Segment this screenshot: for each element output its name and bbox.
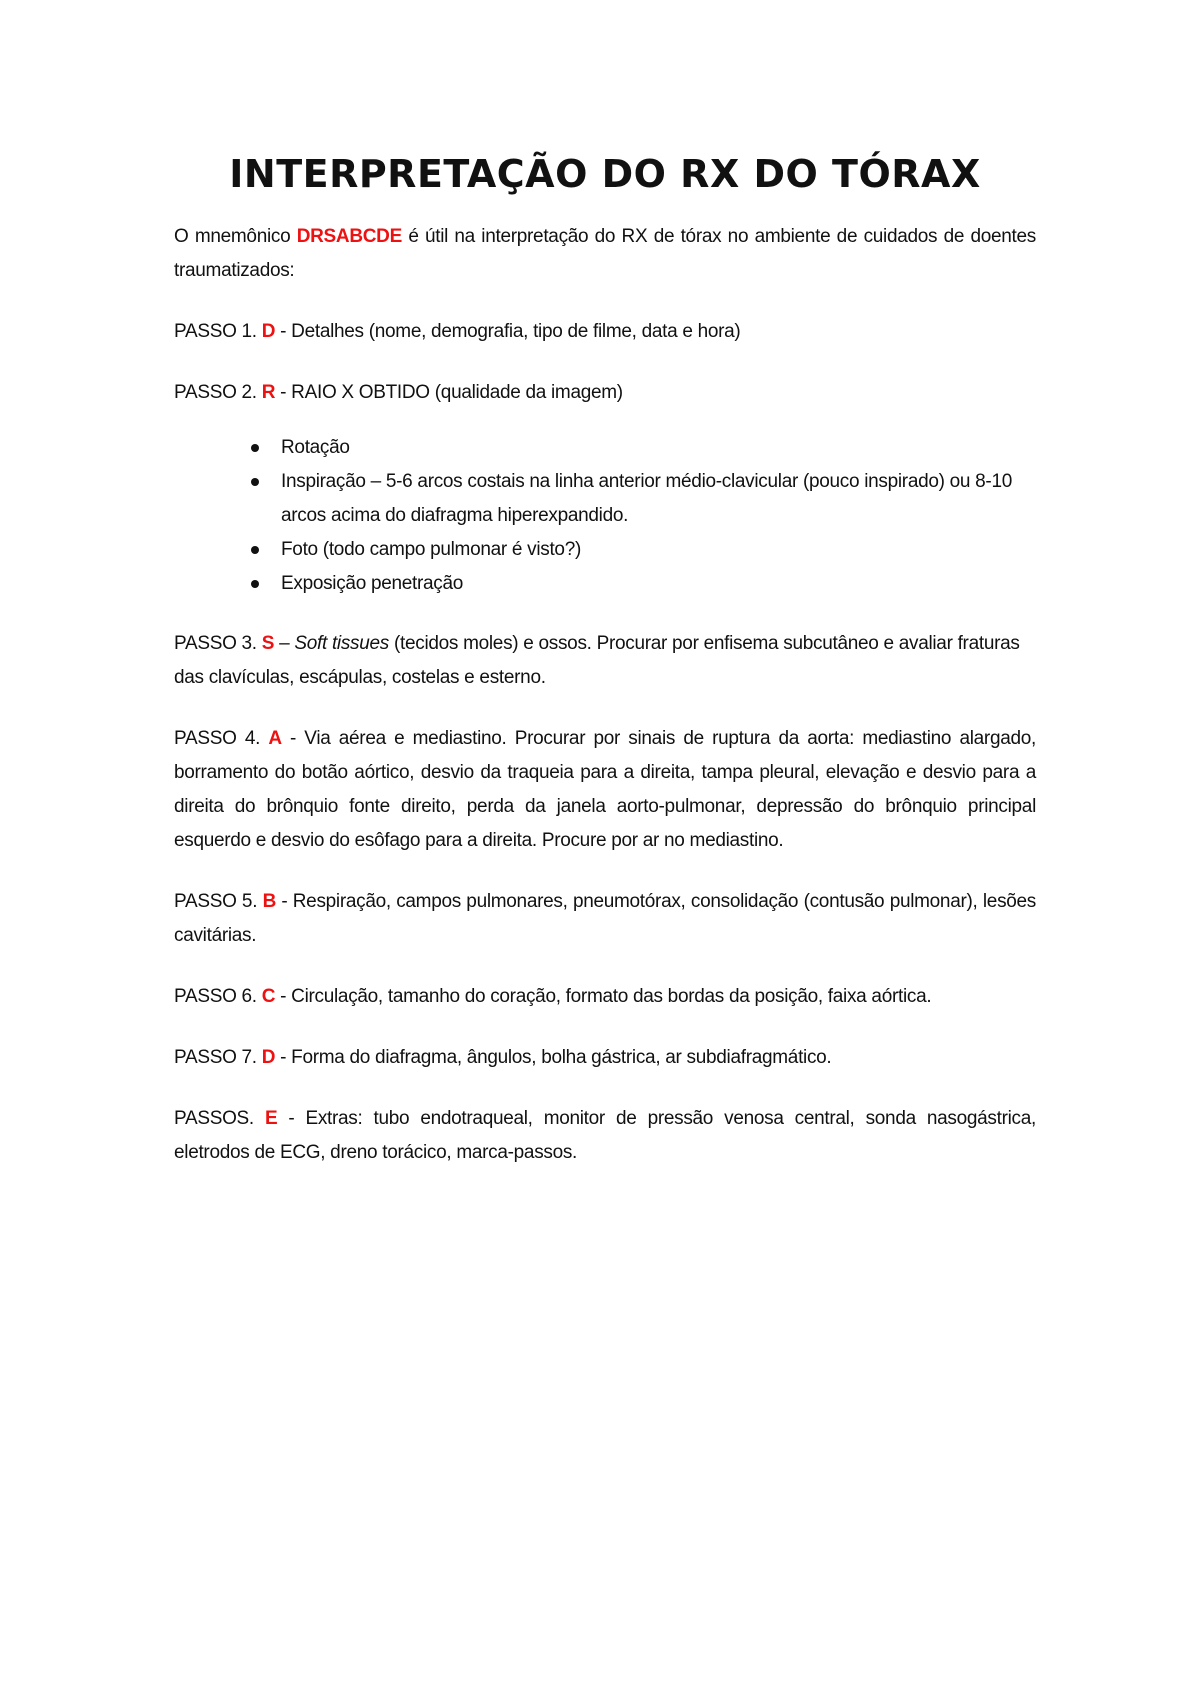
step-7-text: - Forma do diafragma, ângulos, bolha gástrica, ar subdiafragmático.	[275, 1047, 832, 1068]
step-3-italic-term: Soft tissues	[294, 633, 389, 654]
step-2-text: - RAIO X OBTIDO (qualidade da imagem)	[275, 382, 623, 403]
bullet-icon	[251, 580, 259, 588]
step-8-paragraph	[174, 1102, 1036, 1170]
mnemonic-highlight: DRSABCDE	[296, 226, 402, 247]
step-3-letter: S	[261, 633, 275, 654]
step-2-paragraph	[174, 376, 1036, 410]
step-8-text: - Extras: tubo endotraqueal, monitor de pressão venosa central, sonda nasogástrica, eletrodos de ECG, dreno torácico, marca-passos.	[174, 1108, 1036, 1163]
step-2-letter: R	[261, 382, 276, 403]
step-3-dash: –	[274, 633, 295, 654]
step-1-text: - Detalhes (nome, demografia, tipo de filme, data e hora)	[275, 321, 741, 342]
document-body	[174, 150, 1036, 1197]
intro-paragraph	[174, 220, 1036, 288]
list-item-text: Foto (todo campo pulmonar é visto?)	[281, 539, 581, 560]
list-item-text: Rotação	[281, 437, 350, 458]
step-7-paragraph	[174, 1041, 1036, 1075]
list-item-text: Exposição penetração	[281, 573, 464, 594]
step-1-letter: D	[261, 321, 276, 342]
step-8-letter: E	[264, 1108, 278, 1129]
step-4-letter: A	[268, 728, 282, 749]
step-5-label: PASSO 5.	[174, 891, 263, 912]
step-2-label: PASSO 2.	[174, 382, 262, 403]
step-2-bullet-list	[174, 431, 1036, 601]
step-3-label: PASSO 3.	[174, 633, 262, 654]
step-4-text: - Via aérea e mediastino. Procurar por sinais de ruptura da aorta: mediastino alargado, borramento do botão aórtico, desvio da traqueia para a direita, tampa pleural, elevação e desvio para a direita do brônquio fonte direito, perda da janela aorto-pulmonar, depressão do brônquio principal esquerdo e desvio do esôfago para a direita. Procure por ar no mediastino.	[174, 728, 1036, 851]
step-7-letter: D	[261, 1047, 276, 1068]
step-1-label: PASSO 1.	[174, 321, 262, 342]
step-5-text: - Respiração, campos pulmonares, pneumotórax, consolidação (contusão pulmonar), lesões cavitárias.	[174, 891, 1036, 946]
list-item	[281, 431, 1036, 465]
step-1-paragraph	[174, 315, 1036, 349]
list-item	[281, 533, 1036, 567]
list-item	[281, 465, 1036, 533]
step-3-text: (tecidos moles) e ossos. Procurar por enfisema subcutâneo e avaliar fraturas das clavículas, escápulas, costelas e esterno.	[174, 633, 1020, 688]
step-7-label: PASSO 7.	[174, 1047, 262, 1068]
step-6-text: - Circulação, tamanho do coração, formato das bordas da posição, faixa aórtica.	[275, 986, 932, 1007]
page-title: INTERPRETAÇÃO DO RX DO TÓRAX	[229, 152, 981, 196]
step-4-label: PASSO 4.	[174, 728, 269, 749]
list-item-text: Inspiração – 5-6 arcos costais na linha anterior médio-clavicular (pouco inspirado) ou 8-10 arcos acima do diafragma hiperexpandido.	[281, 471, 1012, 526]
step-3-paragraph	[174, 627, 1036, 695]
step-6-label: PASSO 6.	[174, 986, 262, 1007]
list-item	[281, 567, 1036, 601]
step-6-letter: C	[261, 986, 276, 1007]
intro-text-after: é útil na interpretação do RX de tórax no ambiente de cuidados de doentes traumatizados:	[174, 226, 1036, 281]
bullet-icon	[251, 478, 259, 486]
bullet-icon	[251, 444, 259, 452]
intro-text-before: O mnemônico	[174, 226, 297, 247]
bullet-icon	[251, 546, 259, 554]
step-5-paragraph	[174, 885, 1036, 953]
step-5-letter: B	[262, 891, 276, 912]
step-6-paragraph	[174, 980, 1036, 1014]
step-8-label: PASSOS.	[174, 1108, 265, 1129]
step-4-paragraph	[174, 722, 1036, 858]
